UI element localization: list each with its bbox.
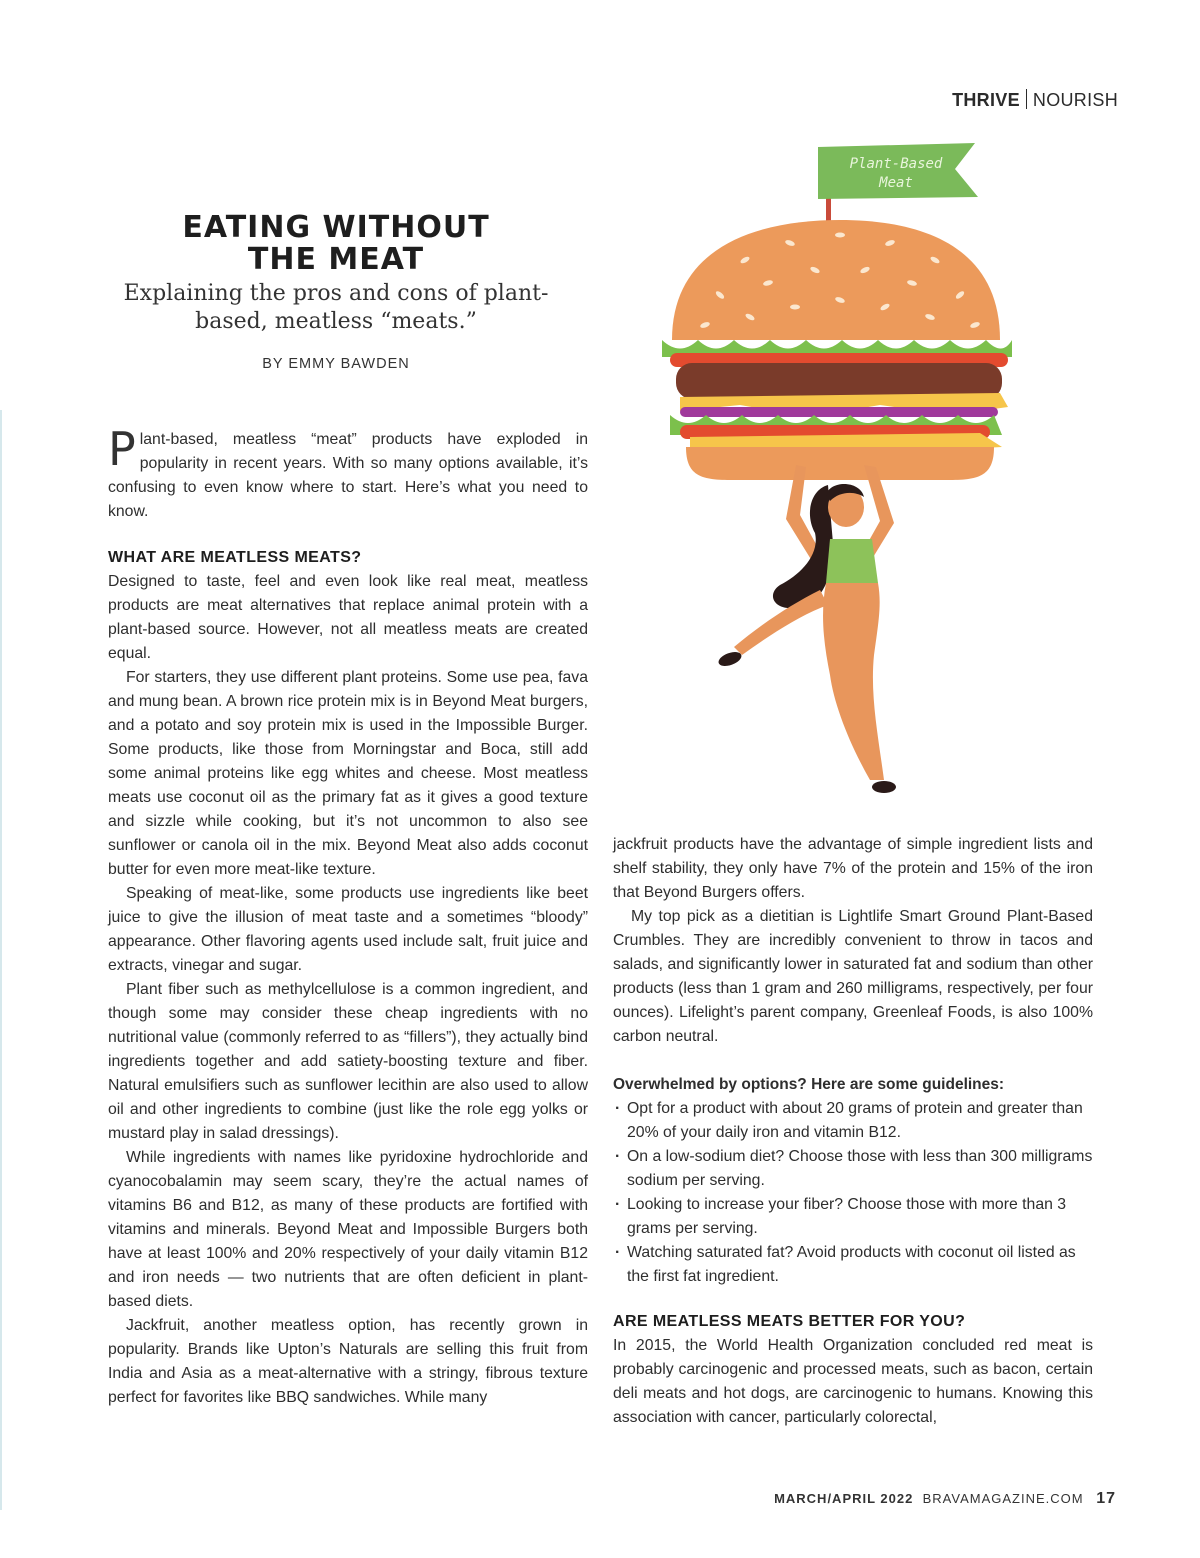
deck: [108, 280, 564, 336]
page-edge-line: [0, 410, 2, 1510]
section-tag: [952, 89, 1118, 111]
drop-cap: P: [108, 422, 136, 476]
page-footer: [774, 1490, 1116, 1508]
headline-line-1: EATING WITHOUT: [182, 210, 490, 245]
bottom-bun: [686, 447, 994, 480]
flag-text-2: Meat: [879, 175, 913, 191]
guidelines-list: [613, 1097, 1093, 1289]
guideline-item: · On a low-sodium diet? Choose those with less than 300 milligrams sodium per serving.: [613, 1145, 1093, 1193]
guideline-item: · Opt for a product with about 20 grams of protein and greater than 20% of your daily iron and vitamin B12.: [613, 1097, 1093, 1145]
byline: BY EMMY BAWDEN: [262, 356, 410, 372]
paragraph-8: In 2015, the World Health Organization concluded red meat is probably carcinogenic and processed meats, such as bacon, certain deli meats and hot dogs, are carcinogenic to humans. Knowing this association with cancer, particularly colorectal,: [613, 1337, 1093, 1426]
page-number: 17: [1096, 1490, 1116, 1507]
paragraph-3: Speaking of meat-like, some products use ingredients like beet juice to give the illusion of meat taste and a sometimes “bloody” appearance. Other flavoring agents used include salt, fruit juice and extracts, vinegar and sugar.: [108, 885, 588, 974]
paragraph-2: For starters, they use different plant proteins. Some use pea, fava and mung bean. A brown rice protein mix is in Beyond Meat burgers, and a potato and soy protein mix is used in the Impossible Burger. Some products, like those from Morningstar and Boca, still add some animal proteins like egg whites and cheese. Most meatless meats use coconut oil as the primary fat as it gives a good texture and sizzle while cooking, but it’s not uncommon to also see sunflower or canola oil in the mix. Beyond Meat also adds coconut butter for even more meat-like texture.: [108, 669, 588, 878]
column-right-top: [613, 833, 1093, 1049]
column-right-bottom: [613, 1310, 1093, 1430]
paragraph-4: Plant fiber such as methylcellulose is a common ingredient, and though some may consider these cheap ingredients with no nutritional value (commonly referred to as “fillers”), they actually bind ingredients together and add satiety-boosting texture and fiber. Natural emulsifiers such as sunflower lecithin are also used to allow oil and other ingredients to combine (just like the role egg yolks or mustard play in salad dressings).: [108, 981, 588, 1142]
column-left: [108, 422, 588, 1410]
woman-figure: [717, 465, 896, 793]
paragraph-6-continued: jackfruit products have the advantage of simple ingredient lists and shelf stability, they only have 7% of the protein and 15% of the iron that Beyond Burgers offers.: [613, 836, 1093, 901]
paragraph-1: Designed to taste, feel and even look like real meat, meatless products are meat alternatives that replace animal protein with a plant-based source. However, not all meatless meats are created equal.: [108, 573, 588, 662]
paragraph-5: While ingredients with names like pyridoxine hydrochloride and cyanocobalamin may seem scary, they’re the actual names of vitamins B6 and B12, as many of these products are fortified with vitamins and minerals. Beyond Meat and Impossible Burgers both have at least 100% and 20% respectively of your daily vitamin B12 and iron needs — two nutrients that are often deficient in plant-based diets.: [108, 1149, 588, 1310]
intro-paragraph: [108, 422, 588, 524]
subhead-better-for-you: ARE MEATLESS MEATS BETTER FOR YOU?: [613, 1313, 966, 1330]
headline-line-2: THE MEAT: [247, 242, 425, 277]
onion: [680, 407, 998, 417]
subhead-what-are: WHAT ARE MEATLESS MEATS?: [108, 549, 362, 566]
front-shoe: [872, 781, 896, 793]
subsection-name: NOURISH: [1032, 90, 1118, 110]
guideline-item: · Watching saturated fat? Avoid products with coconut oil listed as the first fat ingredient.: [613, 1241, 1093, 1289]
top-bun: [672, 220, 1000, 340]
paragraph-7: My top pick as a dietitian is Lightlife Smart Ground Plant-Based Crumbles. They are incredibly convenient to throw in tacos and salads, and significantly lower in saturated fat and sodium than other products (less than 1 gram and 260 milligrams, respectively, per four ounces). Lifelight’s parent company, Greenleaf Foods, is also 100% carbon neutral.: [613, 908, 1093, 1045]
site-name: BRAVAMAGAZINE.COM: [922, 1491, 1084, 1506]
guidelines-box: [613, 1073, 1093, 1289]
deck-line-1: Explaining the pros and cons of plant-: [123, 281, 549, 306]
headline: [108, 212, 564, 276]
burger-illustration: [650, 135, 1030, 805]
paragraph-6: Jackfruit, another meatless option, has recently grown in popularity. Brands like Upton’s Naturals are selling this fruit from India and Asia as a meat-alternative with a stringy, fibrous texture perfect for favorites like BBQ sandwiches. While many: [108, 1317, 588, 1406]
guidelines-title: Overwhelmed by options? Here are some guidelines:: [613, 1076, 1005, 1093]
headline-block: [108, 212, 564, 372]
intro-text: lant-based, meatless “meat” products have exploded in popularity in recent years. With so many options available, it’s confusing to even know where to start. Here’s what you need to know.: [108, 431, 588, 520]
deck-line-2: based, meatless “meats.”: [195, 309, 477, 334]
legs: [823, 583, 884, 780]
issue-date: MARCH/APRIL 2022: [774, 1491, 914, 1506]
section-name: THRIVE: [952, 90, 1020, 110]
flag-text-1: Plant-Based: [849, 156, 943, 172]
section-divider: [1026, 89, 1027, 109]
guideline-item: · Looking to increase your fiber? Choose those with more than 3 grams per serving.: [613, 1193, 1093, 1241]
